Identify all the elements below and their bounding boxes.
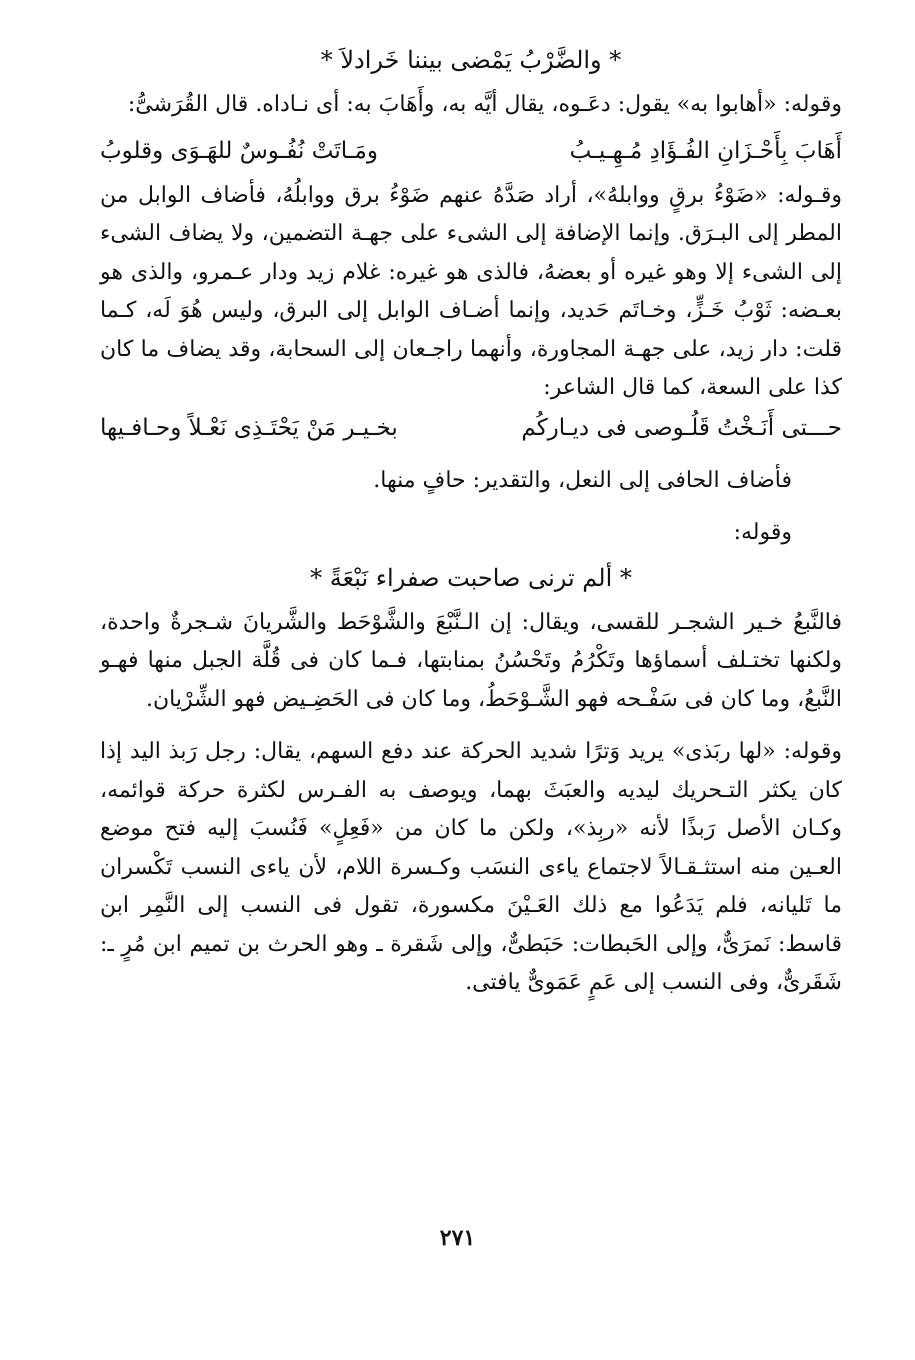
paragraph-3: فأضاف الحافى إلى النعل، والتقدير: حافٍ منها. (373, 467, 792, 493)
verse-1 (100, 131, 842, 171)
verse-2 (100, 408, 842, 448)
paragraph-1: وقوله: «أهابوا به» يقول: دعَـوه، يقال أيَّه به، وأَهَابَ به: أى نـاداه. قال القُرَشىُّ: (127, 92, 842, 117)
verse-1-second-hemistich: ومَـاتَتْ نُفُـوسٌ للهَـوَى وقلوبُ (100, 137, 378, 164)
book-page (100, 40, 842, 1330)
verse-2-second-hemistich: بخـيـر مَنْ يَحْتَـذِى نَعْـلاً وحـافـيها (100, 414, 398, 441)
verse-heading-2: * ألم ترنى صاحبت صفراء نَبْعَةً * (310, 563, 632, 592)
verse-1-first-hemistich: أَهَابَ بِأَحْـزَانِ الفُـؤَادِ مُـهِـيـبُ (569, 137, 842, 164)
paragraph-4: وقوله: (733, 519, 792, 545)
verse-2-first-hemistich: حـــتى أَنَـخْتُ قَلُـوصى فى ديـاركُم (521, 414, 842, 441)
paragraph-5: فالنَّبعُ خـير الشجـر للقسى، ويقال: إن الـنَّبْعَ والشَّوْحَط والشَّريانَ شـجرةٌ واحدة، ولكنها تختـلف أسماؤها وتَكْرُمُ وتَحْسُنُ بمنابتها، فـما كان فى قُلَّة الجبل منها فهـو النَّبعُ، وما كان فى سَفْـحه فهو الشَّـوْحَطُ، وما كان فى الحَضِـيض فهو الشِّرْيان. (100, 609, 842, 712)
verse-heading-1: * والضَّرْبُ يَمْضى بيننا خَرادلاَ * (320, 46, 622, 74)
paragraph-2: وقـوله: «ضَوْءُ برقٍ ووابلهُ»، أراد صَدَّهُ عنهم ضَوْءُ برق ووابلُهُ، فأضاف الوابل من المطر إلى البـرَق. وإنما الإضافة إلى الشىء على جهـة التضمين، ولا يضاف الشىء إلى الشىء إلا وهو غيره أو بعضهُ، فالذى هو غيره: غلام زيد ودار عـمرو، والذى هو بعـضه: ثَوْبُ خَـزٍّ، وخـاتَم حَديد، وإنما أضـاف الوابل إلى البرق، وليس هُوَ لَه، كـما قلت: دار زيد، على جهـة المجاورة، وأنهما راجـعان إلى السحابة، وقد يضاف ما كان كذا على السعة، كما قال الشاعر: (100, 182, 842, 400)
paragraph-6: وقوله: «لها ربَذى» يريد وَترًا شديد الحركة عند دفع السهم، يقال: رجل رَبذ اليد إذا كان يكثر التـحريك ليديه والعبَثَ بهما، ويوصف به الفـرس لكثرة حركة قوائمه، وكـان الأصل رَبذًا لأنه «ربِذ»، ولكن ما كان من «فَعِلٍ» فَنُسبَ إليه فتح موضع العـين منه استثـقـالاً لاجتماع ياءى النسَب وكـسرة اللام، لأن ياءى النسب تَكْسران ما تَليانه، فلم يَدَعُوا مع ذلك العَـيْنَ مكسورة، تقول فى النسب إلى النَّمِر ابن قاسط: نَمرَىٌّ، وإلى الحَبطات: حَبَطىٌّ، وإلى شَقرة ـ وهو الحرث بن تميم ابن مُرٍ ـ: شَقَرىٌّ، وفى النسب إلى عَمٍ عَمَوىٌّ يافتى. (100, 739, 842, 995)
page-number: ٢٧١ (439, 1225, 476, 1251)
